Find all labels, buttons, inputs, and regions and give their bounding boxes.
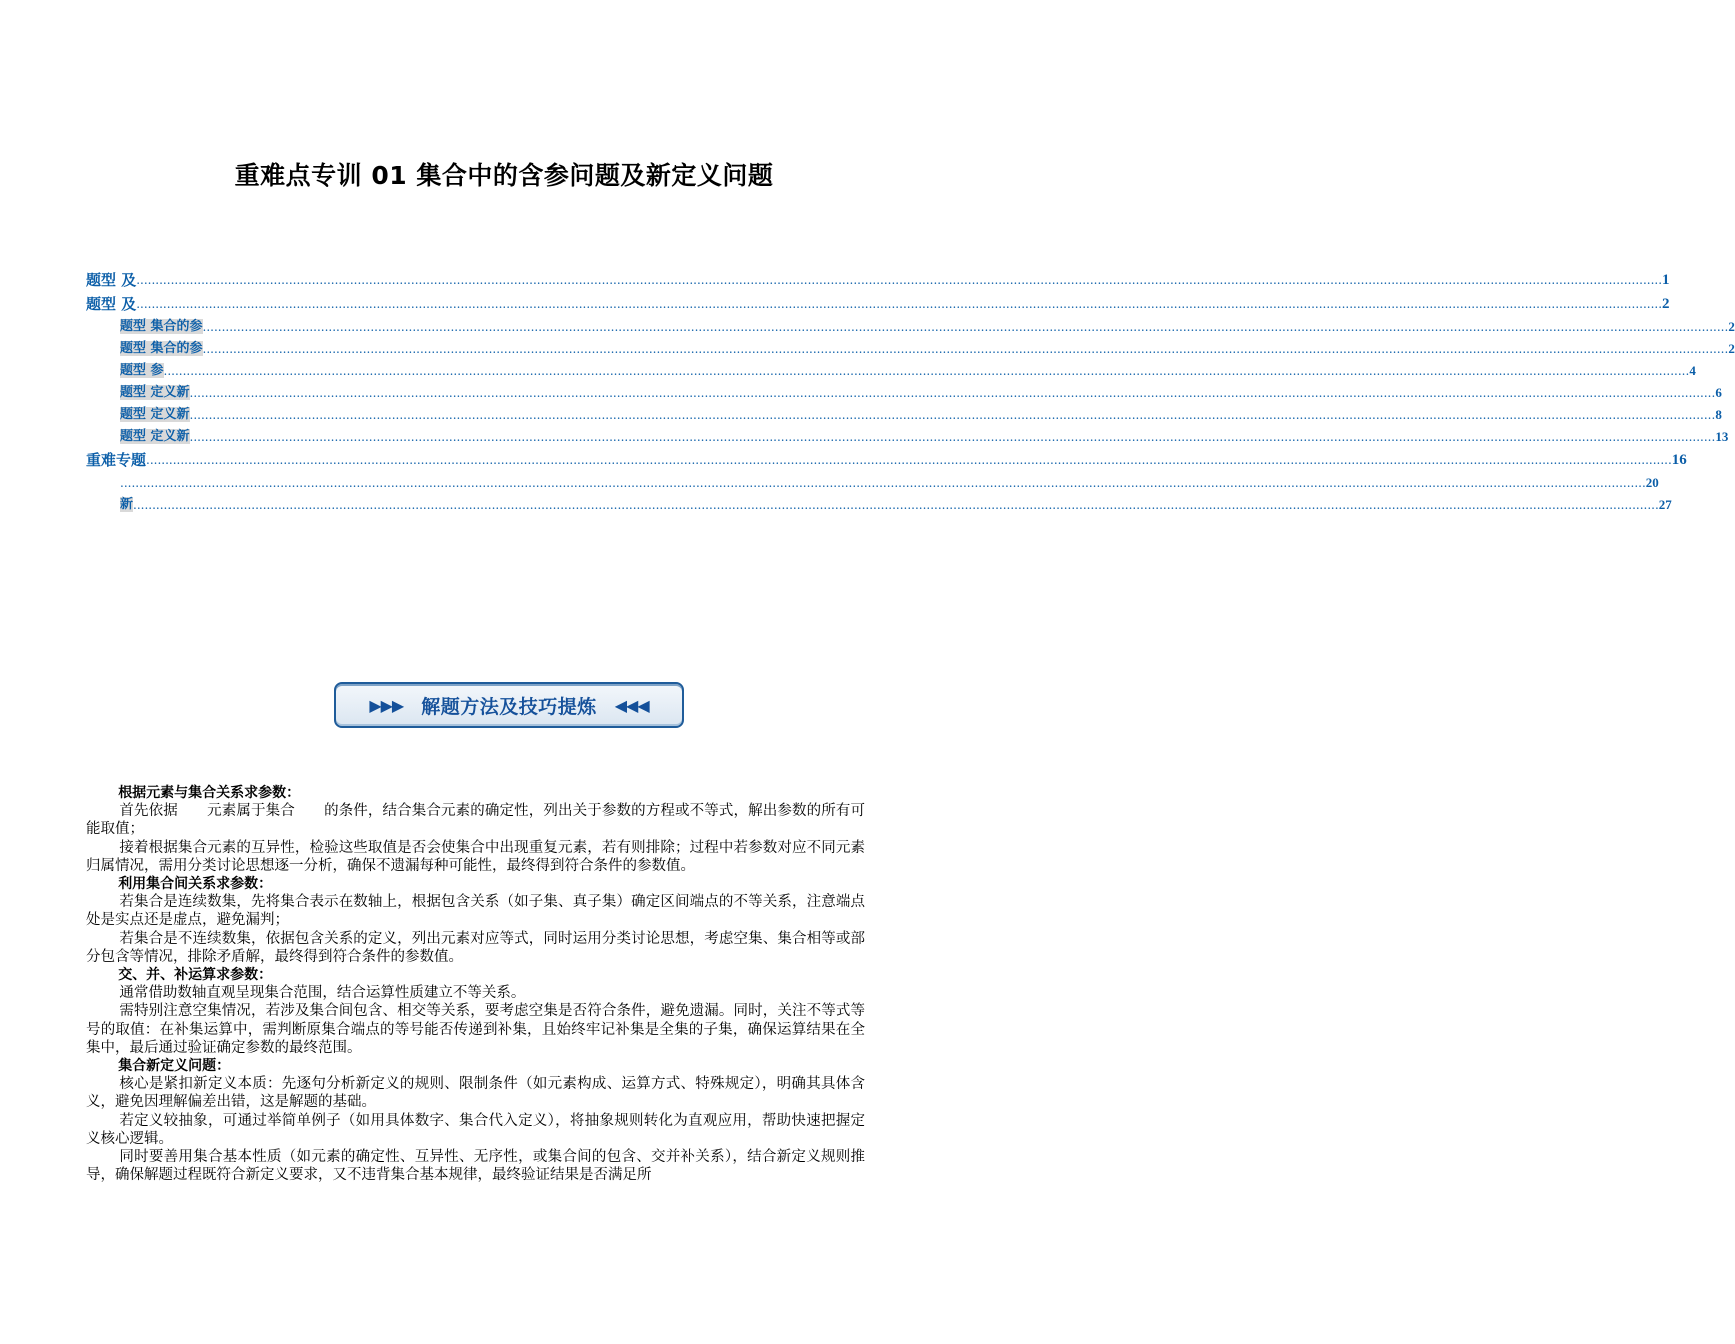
page-title: 重难点专训 01 集合中的含参问题及新定义问题 (234, 161, 774, 190)
toc-entry[interactable] (86, 448, 1687, 472)
toc-leader-dots: ................................................................................................................................................................................................................................................................................................................................................................................................................ (163, 364, 1690, 378)
paragraph: 首先依据 元素属于集合 的条件，结合集合元素的确定性，列出关于参数的方程或不等式，解出参数的所有可能取值； (86, 803, 865, 838)
toc-leader-dots: ................................................................................................................................................................................................................................................................................................................................................................................................................ (189, 386, 1716, 400)
toc-entry[interactable] (86, 382, 1722, 404)
toc-page-number: 4 (1689, 363, 1696, 378)
paragraph: 通常借助数轴直观呈现集合范围，结合运算性质建立不等关系。 (119, 985, 526, 1002)
toc-entry[interactable] (86, 360, 1696, 382)
paragraph: 若定义较抽象，可通过举简单例子（如用具体数字、集合代入定义），将抽象规则转化为直观应用，帮助快速把握定义核心逻辑。 (86, 1112, 865, 1147)
method-summary (86, 784, 865, 1184)
toc-leader-dots: ................................................................................................................................................................................................................................................................................................................................................................................................................ (202, 320, 1729, 334)
toc-page-number: 16 (1671, 452, 1687, 468)
toc-leader-dots: ................................................................................................................................................................................................................................................................................................................................................................................................................ (133, 498, 1659, 512)
toc-entry-text: 题型 参 (120, 363, 164, 378)
toc-entry-text: 题型 集合的参 (120, 319, 203, 334)
toc-entry[interactable] (86, 316, 1735, 338)
toc-entry-text: 题型 集合的参 (120, 341, 203, 356)
toc-entry-text: 题型 及 (86, 295, 137, 313)
toc-page-number: 27 (1658, 497, 1672, 512)
toc-leader-dots: ................................................................................................................................................................................................................................................................................................................................................................................................................ (202, 342, 1729, 356)
toc-entry-text: 新 (120, 497, 134, 512)
toc-leader-dots: ................................................................................................................................................................................................................................................................................................................................................................................................................ (146, 453, 1672, 467)
paragraph: 若集合是不连续数集，依据包含关系的定义，列出元素对应等式，同时运用分类讨论思想，考虑空集、集合相等或部分包含等情况，排除矛盾解，最终得到符合条件的参数值。 (86, 930, 865, 965)
toc-page-number: 1 (1662, 272, 1670, 288)
toc-entry-text: 题型 定义新 (120, 407, 190, 422)
toc-entry-text: 重难专题 (86, 451, 147, 469)
toc-leader-dots: ................................................................................................................................................................................................................................................................................................................................................................................................................ (189, 408, 1716, 422)
toc-entry[interactable] (86, 338, 1735, 360)
section-heading: 根据元素与集合关系求参数： (118, 785, 301, 801)
left-arrows-icon: ▶▶▶ (369, 695, 404, 715)
toc-page-number: 8 (1715, 407, 1722, 422)
toc-leader-dots: ................................................................................................................................................................................................................................................................................................................................................................................................................ (136, 273, 1663, 287)
paragraph: 若集合是连续数集，先将集合表示在数轴上，根据包含关系（如子集、真子集）确定区间端点的不等关系，注意端点处是实点还是虚点，避免漏判； (86, 894, 865, 929)
toc-entry[interactable] (86, 494, 1672, 516)
table-of-contents (86, 268, 1735, 516)
toc-leader-dots: ................................................................................................................................................................................................................................................................................................................................................................................................................ (120, 476, 1646, 490)
toc-entry-text: 题型 定义新 (120, 429, 190, 444)
banner-title: 解题方法及技巧提炼 (421, 695, 597, 718)
paragraph: 接着根据集合元素的互异性，检验这些取值是否会使集合中出现重复元素，若有则排除；过程中若参数对应不同元素归属情况，需用分类讨论思想逐一分析，确保不遗漏每种可能性，最终得到符合条件的参数值。 (86, 839, 865, 874)
section-heading: 利用集合间关系求参数： (118, 876, 273, 893)
toc-entry[interactable] (86, 268, 1670, 292)
toc-page-number: 2 (1662, 296, 1670, 312)
toc-entry-text: 题型 定义新 (120, 385, 190, 400)
toc-page-number: 2 (1728, 341, 1735, 356)
toc-entry[interactable] (86, 472, 1659, 494)
toc-page-number: 2 (1728, 319, 1735, 334)
right-arrows-icon: ◀◀◀ (614, 695, 649, 715)
toc-leader-dots: ................................................................................................................................................................................................................................................................................................................................................................................................................ (189, 430, 1716, 444)
section-banner (334, 682, 684, 728)
toc-page-number: 20 (1645, 475, 1659, 490)
toc-leader-dots: ................................................................................................................................................................................................................................................................................................................................................................................................................ (136, 297, 1663, 311)
paragraph: 核心是紧扣新定义本质：先逐句分析新定义的规则、限制条件（如元素构成、运算方式、特殊规定），明确其具体含义，避免因理解偏差出错，这是解题的基础。 (86, 1076, 865, 1111)
toc-entry-text: 题型 及 (86, 271, 137, 289)
toc-page-number: 6 (1715, 385, 1722, 400)
toc-entry[interactable] (86, 426, 1729, 448)
toc-entry[interactable] (86, 292, 1670, 316)
section-heading: 集合新定义问题： (118, 1058, 231, 1075)
paragraph: 需特别注意空集情况，若涉及集合间包含、相交等关系，要考虑空集是否符合条件，避免遗漏。同时，关注不等式等号的取值：在补集运算中，需判断原集合端点的等号能否传递到补集，且始终牢记补集是全集的子集，确保运算结果在全集中，最后通过验证确定参数的最终范围。 (86, 1003, 865, 1056)
paragraph: 同时要善用集合基本性质（如元素的确定性、互异性、无序性，或集合间的包含、交并补关系），结合新定义规则推导，确保解题过程既符合新定义要求，又不违背集合基本规律，最终验证结果是否满足所 (86, 1149, 865, 1184)
toc-entry[interactable] (86, 404, 1722, 426)
toc-page-number: 13 (1715, 429, 1729, 444)
section-heading: 交、并、补运算求参数： (118, 967, 273, 984)
